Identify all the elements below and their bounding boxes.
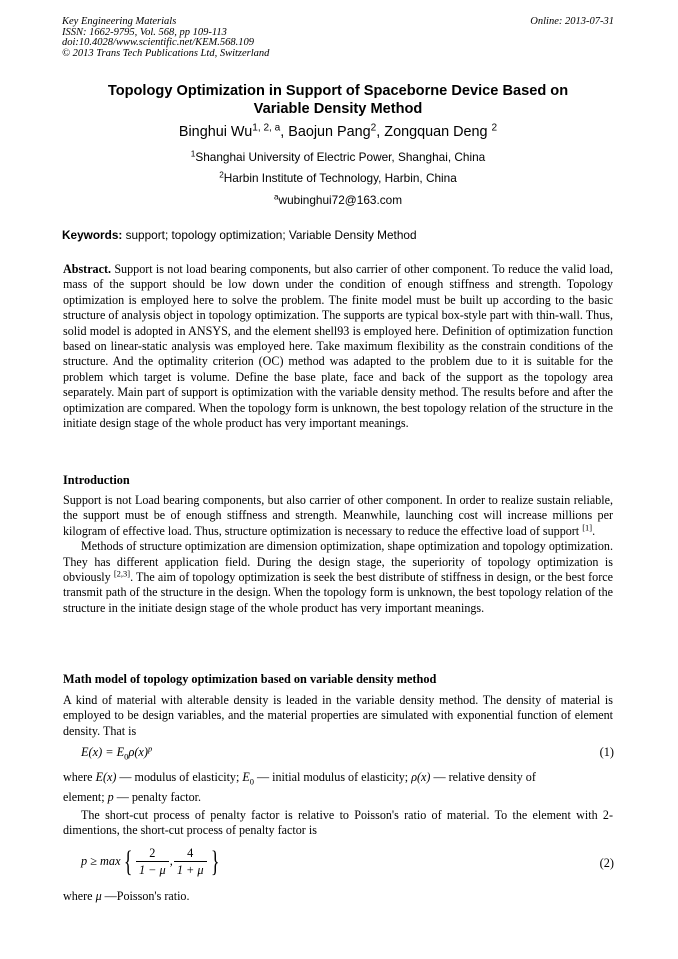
where1-d: E (242, 770, 250, 784)
eq1-exponent: p (148, 743, 153, 754)
math-p1-text: A kind of material with alterable density is leaded in the variable density method. The density of material is employed to be design variables, and the material properties are simulated with exponential function of element density. That is (63, 693, 613, 738)
intro-p1-text: Support is not Load bearing components, but also carrier of other component. In order to realize sustain reliable, the support must be of enough stiffness and strength. Meanwhile, launching cost will increase millions per kilogram of effective load. Thus, structure optimization is necessary to reduce the effective load of support (63, 493, 613, 538)
intro-paragraph-1 (63, 493, 613, 539)
author-2-affil: 2 (370, 122, 377, 134)
right-brace-icon: } (210, 844, 220, 878)
where2-a: where (63, 889, 96, 903)
online-date: Online: 2013-07-31 (530, 16, 614, 27)
citation-1: [1] (582, 522, 593, 533)
affiliation-2-mark: 2 (219, 170, 224, 180)
math-model-heading: Math model of topology optimization based on variable density method (63, 672, 437, 686)
author-1-affil: 1, 2, a (252, 122, 281, 134)
eq1-lhs: E(x) = E (81, 745, 125, 759)
math-paragraph-2 (63, 808, 613, 839)
author-list (62, 122, 614, 142)
affiliation-1-text: Shanghai University of Electric Power, Shanghai, China (195, 150, 486, 164)
affiliation-2 (62, 171, 614, 185)
fraction-1-numerator: 2 (136, 845, 169, 862)
journal-header (62, 17, 269, 59)
author-3: , Zongquan Deng (376, 124, 492, 140)
abstract-label: Abstract. (63, 262, 112, 276)
where1-f: — initial modulus of elasticity; (253, 770, 412, 784)
intro-p2-text: Methods of structure optimization are dimension optimization, shape optimization and topology optimization. They has different application field. During the design stage, the superiority of topology optimization is obviously (63, 539, 613, 585)
email (62, 193, 614, 207)
abstract-text: Support is not load bearing components, but also carrier of other component. To reduce the valid load, mass of the support should be low down under the condition of enough stiffness and strength. Topology optimization is employed here to solve the problem. The finite model must be built up according to the basic structure of analysis object in topology optimization. The supports are typical box-style part with thin-wall. Thus, solid model is adopted in ANSYS, and the element shell93 is employed here. Definition of optimization function based on linear-static analysis was employed here. Take maximum flexibility as the constrain conditions of the structure. And the optimality criterion (OC) method was adapted to the problem due to it is suitable for the problem which target is volume. Define the base plate, face and back of the support as the topology area separately. Main part of support is optimization with the variable density method. The results before and after the optimization are compared. When the topology form is unknown, the best topology relation of the structure in the initiate design stage of the whole product has very important meanings. (63, 262, 613, 431)
where1-line2c: — penalty factor. (113, 789, 202, 804)
affiliation-2-text: Harbin Institute of Technology, Harbin, China (223, 171, 457, 185)
math-paragraph-1 (63, 693, 613, 739)
keywords (62, 228, 614, 242)
math-p2-text: The short-cut process of penalty factor is relative to Poisson's ratio of material. To the element with 2-dimentions, the short-cut process of penalty factor is (63, 808, 613, 838)
title-line-2: Variable Density Method (253, 101, 423, 117)
paper-title (62, 82, 614, 118)
doi-line: doi:10.4028/www.scientific.net/KEM.568.109 (62, 37, 254, 48)
fraction-1-denominator: 1 − μ (138, 863, 166, 877)
left-brace-icon: { (123, 844, 133, 878)
email-address[interactable]: wubinghui72@163.com (278, 193, 403, 207)
abstract (63, 262, 613, 431)
eq1-rhs: ρ(x) (128, 745, 148, 759)
where1-line2a: element; (63, 789, 108, 804)
author-3-affil: 2 (491, 122, 498, 134)
equation-1 (63, 745, 614, 763)
author-1: Binghui Wu (178, 124, 253, 140)
equation-1-expression (81, 745, 152, 761)
eq2-lhs: p ≥ max (81, 854, 121, 868)
intro-p2-rest: . The aim of topology optimization is seek the best distribute of stiffness in design, or the best force transmit path of the structure in the design. When the topology form is unknown, the best topology relation of the structure in the initiate design stage of the whole product has very important meanings. (63, 570, 613, 615)
keywords-label: Keywords: (62, 228, 123, 242)
fraction-2-numerator: 4 (174, 845, 207, 862)
fraction-2-denominator: 1 + μ (176, 863, 204, 877)
where1-e: 0 (249, 776, 254, 787)
where-clause-2 (63, 889, 613, 904)
affiliation-1 (62, 150, 614, 164)
equation-1-number: (1) (599, 745, 614, 759)
issn-line: ISSN: 1662-9795, Vol. 568, pp 109-113 (62, 26, 227, 38)
equation-2 (63, 845, 614, 885)
equation-2-expression (81, 845, 222, 878)
copyright-line: © 2013 Trans Tech Publications Ltd, Switzerland (62, 47, 270, 59)
introduction-body (63, 493, 613, 616)
keywords-text: support; topology optimization; Variable Density Method (122, 228, 417, 242)
author-2: , Baojun Pang (280, 124, 371, 140)
title-line-1: Topology Optimization in Support of Spaceborne Device Based on (107, 83, 569, 99)
citation-2: [2,3] (113, 568, 131, 579)
where1-b: E(x) (95, 770, 117, 784)
where-clause-1 (63, 770, 613, 805)
where1-a: where (63, 770, 96, 784)
where1-line2b: p (107, 789, 114, 804)
where1-h: — relative density of (430, 770, 536, 784)
affiliation-1-mark: 1 (190, 149, 196, 159)
fraction-2 (174, 845, 207, 878)
intro-p1-end: . (592, 523, 596, 538)
where1-g: ρ(x) (411, 770, 431, 784)
fraction-1 (136, 845, 169, 878)
eq1-sub: 0 (124, 751, 129, 762)
where2-c: —Poisson's ratio. (101, 889, 190, 903)
intro-paragraph-2 (63, 539, 613, 616)
journal-name: Key Engineering Materials (62, 16, 177, 27)
comma: , (169, 854, 173, 868)
where1-c: — modulus of elasticity; (116, 770, 243, 784)
email-mark: a (273, 192, 279, 202)
where2-mu: μ (95, 889, 102, 903)
introduction-heading: Introduction (63, 473, 130, 487)
equation-2-number: (2) (599, 856, 614, 870)
